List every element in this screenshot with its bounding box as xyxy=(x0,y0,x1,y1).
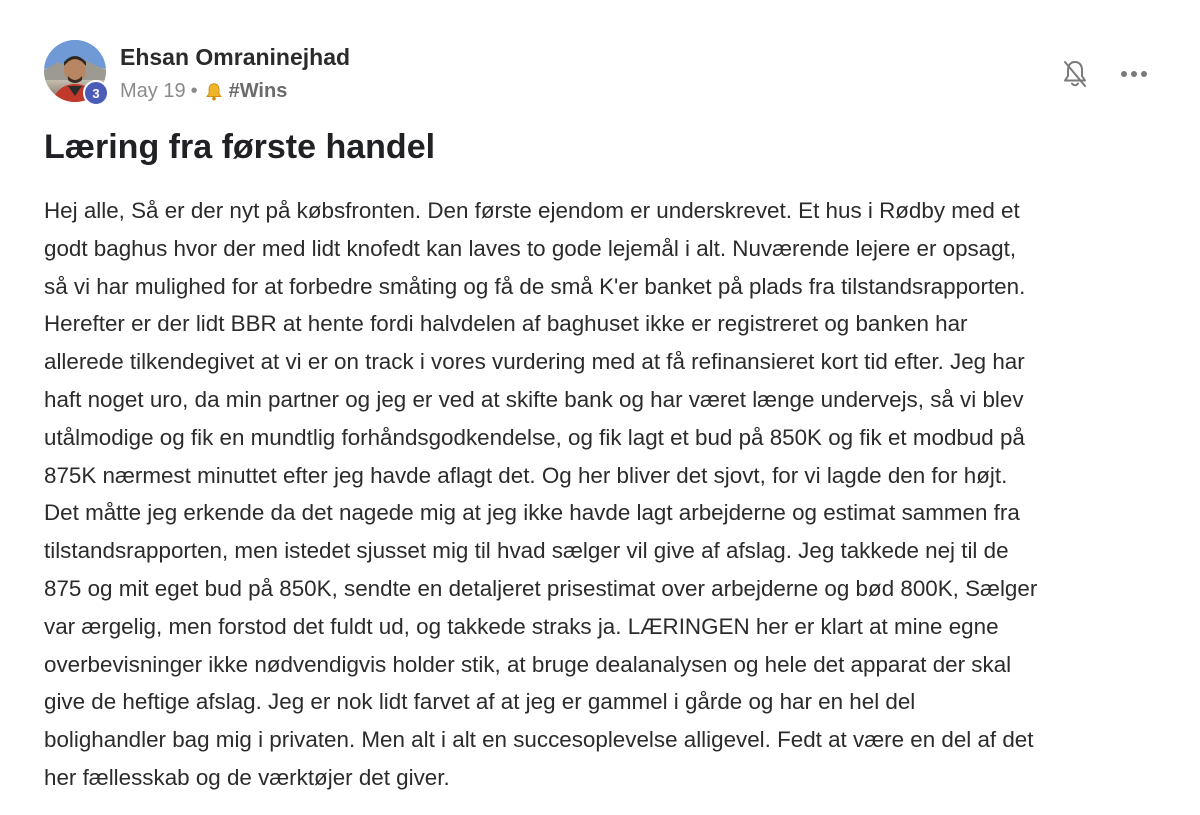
post-date[interactable]: May 19 xyxy=(120,80,186,102)
body-line: her fællesskab og de værktøjer det giver. xyxy=(44,764,450,790)
body-line: bolighandler bag mig i privaten. Men alt i alt en succesoplevelse alligevel. Fedt at være en del af det xyxy=(44,727,1034,753)
level-badge: 3 xyxy=(83,80,109,106)
bell-icon xyxy=(203,81,225,103)
body-line: 875 og mit eget bud på 850K, sendte en detaljeret prisestimat over arbejderne og bød 800K, Sælger xyxy=(44,575,1038,601)
body-line: Det måtte jeg erkende da det nagede mig at jeg ikke havde lagt arbejderne og estimat sammen fra xyxy=(44,500,1020,526)
body-line: godt baghus hvor der med lidt knofedt kan laves to gode lejemål i alt. Nuværende lejere er opsagt, xyxy=(44,235,1017,261)
body-line: så vi har mulighed for at forbedre småting og få de små K'er banket på plads fra tilstandsrapporten. xyxy=(44,273,1026,299)
post-header xyxy=(44,40,1154,106)
body-line: allerede tilkendegivet at vi er on track i vores vurdering med at få refinansieret kort tid efter. Jeg har xyxy=(44,349,1025,375)
more-horizontal-icon[interactable] xyxy=(1114,56,1154,92)
body-line: haft noget uro, da min partner og jeg er ved at skifte bank og har været længe undervejs, så vi blev xyxy=(44,386,1024,412)
body-line: var ærgelig, men forstod det fuldt ud, og takkede straks ja. LÆRINGEN her er klart at mine egne xyxy=(44,613,999,639)
body-line: overbevisninger ikke nødvendigvis holder stik, at bruge dealanalysen og hele det apparat der skal xyxy=(44,651,1012,677)
author-avatar-wrapper[interactable] xyxy=(44,40,108,106)
bell-off-icon[interactable] xyxy=(1058,56,1092,92)
body-line: Herefter er der lidt BBR at hente fordi halvdelen af baghuset ikke er registreret og banken har xyxy=(44,311,968,337)
body-line: give de heftige afslag. Jeg er nok lidt farvet af at jeg er gammel i gårde og har en hel del xyxy=(44,689,916,715)
body-line: utålmodige og fik en mundtlig forhåndsgodkendelse, og fik lagt et bud på 850K og fik et modbud på xyxy=(44,424,1025,450)
post-title: Læring fra første handel xyxy=(44,128,436,166)
meta-separator: • xyxy=(190,80,198,102)
author-name[interactable]: Ehsan Omraninejhad xyxy=(120,44,351,70)
body-line: 875K nærmest minuttet efter jeg havde aflagt det. Og her bliver det sjovt, for vi lagde den for højt. xyxy=(44,462,1008,488)
post-category[interactable]: #Wins xyxy=(228,80,288,102)
post-actions xyxy=(1058,56,1154,92)
post-body xyxy=(44,192,1164,797)
post-meta xyxy=(120,80,287,103)
body-line: tilstandsrapporten, men istedet sjusset mig til hvad sælger vil give af afslag. Jeg takkede nej til de xyxy=(44,538,1009,564)
body-line: Hej alle, Så er der nyt på købsfronten. Den første ejendom er underskrevet. Et hus i Rødby med et xyxy=(44,198,1020,223)
